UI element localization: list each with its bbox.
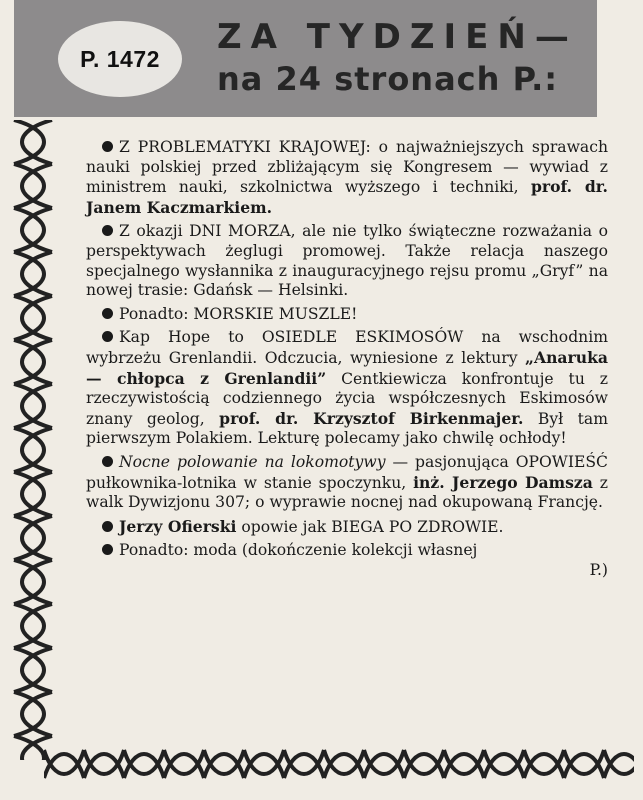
list-item [86, 328, 608, 449]
item-text: opowie jak BIEGA PO ZDROWIE. [236, 517, 504, 536]
item-text: z walk Dywizjonu 307; o wyprawie nocnej nad okupowaną Francję. [86, 473, 608, 512]
person-name: Jerzy Ofierski [119, 516, 237, 536]
bullet-icon [102, 141, 113, 152]
person-name: inż. Jerzego Damsza [413, 472, 593, 492]
book-title: „Anaruka — chłopca z Grenlandii” [86, 347, 608, 388]
list-item [86, 453, 608, 513]
bullet-icon [102, 331, 113, 342]
issue-number-badge: P. 1472 [58, 21, 182, 97]
bullet-icon [102, 521, 113, 532]
headline-line-1: ZA TYDZIEŃ— [217, 17, 578, 57]
article-body [86, 138, 608, 584]
list-item [86, 222, 608, 300]
braid-border-bottom [44, 744, 634, 784]
list-item [86, 541, 608, 580]
header-band [14, 0, 597, 117]
item-text: : o najważniejszych sprawach nauki polskiej przed zbliżającym się Kongresem — wywiad z ministrem nauki, szkolnictwa wyższego i techniki, [86, 138, 608, 197]
bullet-icon [102, 308, 113, 319]
item-text: Z okazji DNI MORZA, ale nie tylko świąteczne rozważania o perspektywach żeglugi promowej. Także relacja naszego specjalnego wysłannika z inauguracyjnego rejsu promu „Gryf” na nowej trasie: Gdańsk — Helsinki. [86, 222, 608, 300]
list-item [86, 517, 608, 538]
headline-line-2: na 24 stronach P.: [217, 60, 559, 98]
item-text: Ponadto: moda (dokończenie kolekcji własnej [119, 541, 478, 560]
item-text-end: P.) [589, 560, 608, 579]
braid-border-left [0, 120, 66, 760]
story-title: Nocne polowanie na lokomotywy [119, 452, 386, 471]
item-lead: Z PROBLEMATYKI KRAJOWEJ [119, 138, 366, 156]
item-text: Był tam pierwszym Polakiem. Lekturę polecamy jako chwilę ochłody! [86, 409, 608, 448]
item-text: Centkiewicza konfrontuje tu z rzeczywistością codziennego życia współczesnych Eskimosów znany geolog, [86, 369, 608, 428]
item-text: Ponadto: MORSKIE MUSZLE! [119, 304, 358, 323]
list-item [86, 138, 608, 218]
item-text: Kap Hope to OSIEDLE ESKIMOSÓW na wschodnim wybrzeżu Grenlandii. Odczucia, wyniesione z lektury [86, 328, 608, 367]
list-item [86, 305, 608, 325]
person-name: prof. dr. Janem Kaczmarkiem. [86, 177, 608, 217]
item-text: — pasjonująca OPOWIEŚĆ pułkownika-lotnika w stanie spoczynku, [86, 452, 608, 492]
person-name: prof. dr. Krzysztof Birkenmajer. [219, 408, 524, 428]
bullet-icon [102, 225, 113, 236]
bullet-icon [102, 456, 113, 467]
bullet-icon [102, 544, 113, 555]
